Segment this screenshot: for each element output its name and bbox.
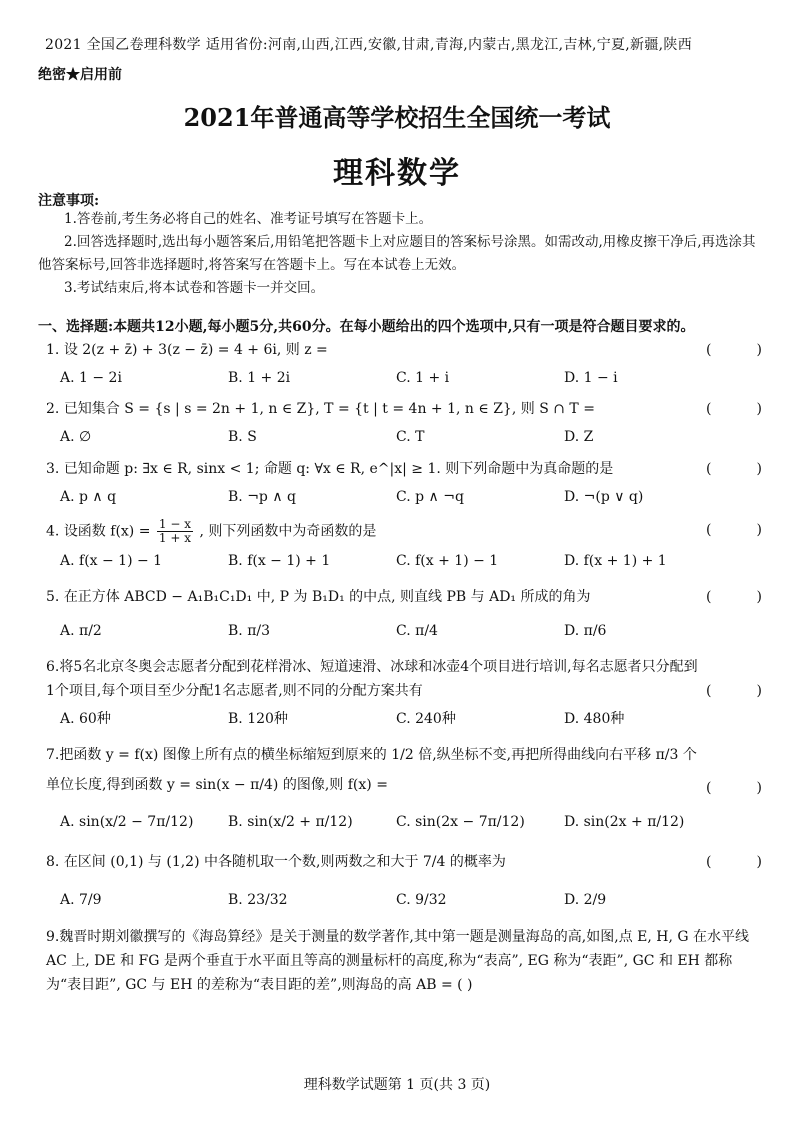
- answer-paren: ( ): [706, 683, 762, 699]
- question-number: 4.: [46, 523, 60, 540]
- answer-paren: ( ): [706, 589, 762, 605]
- question-number: 9.: [46, 929, 60, 945]
- option-b: B. ¬p ∧ q: [228, 489, 296, 505]
- option-d: D. π/6: [564, 623, 607, 639]
- question-9: [46, 925, 762, 997]
- option-a: A. ∅: [60, 429, 92, 445]
- answer-paren: ( ): [706, 854, 762, 870]
- answer-paren: ( ): [706, 342, 762, 358]
- question-number: 2.: [46, 401, 60, 417]
- question-stem: , 则下列函数中为奇函数的是: [199, 523, 377, 540]
- exam-title: 2021年普通高等学校招生全国统一考试: [183, 103, 611, 132]
- question-stem: 在正方体 ABCD − A₁B₁C₁D₁ 中, P 为 B₁D₁ 的中点, 则直线 PB 与 AD₁ 所成的角为: [63, 589, 591, 605]
- option-b: B. sin(x/2 + π/12): [228, 814, 353, 830]
- question-number: 5.: [46, 589, 60, 605]
- header-line: 2021 全国乙卷理科数学 适用省份:河南,山西,江西,安徽,甘肃,青海,内蒙古,黑龙江,吉林,宁夏,新疆,陕西: [45, 37, 692, 53]
- question-number: 6.: [46, 659, 60, 675]
- question-number: 7.: [46, 747, 60, 763]
- answer-paren: ( ): [706, 461, 762, 477]
- question-number: 8.: [46, 854, 60, 870]
- option-a: A. 1 − 2i: [60, 370, 122, 386]
- option-d: D. 2/9: [564, 892, 607, 908]
- option-d: D. ¬(p ∨ q): [564, 489, 644, 505]
- option-c: C. T: [396, 429, 425, 445]
- question-6: [46, 655, 762, 733]
- option-c: C. 1 + i: [396, 370, 450, 386]
- option-d: D. 1 − i: [564, 370, 618, 386]
- option-a: A. π/2: [60, 623, 102, 639]
- option-c: C. sin(2x − 7π/12): [396, 814, 525, 830]
- notice-heading: 注意事项:: [38, 193, 100, 209]
- option-d: D. 480种: [564, 711, 625, 727]
- option-b: B. 1 + 2i: [228, 370, 291, 386]
- question-2: [46, 397, 762, 451]
- option-a: A. p ∧ q: [60, 489, 117, 505]
- question-4: [46, 518, 762, 575]
- answer-paren: ( ): [706, 401, 762, 417]
- notice-list: [38, 208, 758, 300]
- question-7: [46, 740, 762, 836]
- option-d: D. sin(2x + π/12): [564, 814, 685, 830]
- question-stem: 已知命题 p: ∃x ∈ R, sinx < 1; 命题 q: ∀x ∈ R, e^|x| ≥ 1. 则下列命题中为真命题的是: [63, 461, 614, 477]
- option-a: A. sin(x/2 − 7π/12): [60, 814, 194, 830]
- answer-paren: ( ): [706, 780, 762, 796]
- option-b: B. π/3: [228, 623, 271, 639]
- page-footer: 理科数学试题第 1 页(共 3 页): [303, 1077, 491, 1093]
- notice-item: 3.考试结束后,将本试卷和答题卡一并交回。: [64, 280, 325, 296]
- option-c: C. p ∧ ¬q: [396, 489, 464, 505]
- question-3: [46, 457, 762, 511]
- question-stem: 设 2(z + z̄) + 3(z − z̄) = 4 + 6i, 则 z =: [63, 342, 328, 358]
- question-stem: 已知集合 S = {s | s = 2n + 1, n ∈ Z}, T = {t | t = 4n + 1, n ∈ Z}, 则 S ∩ T =: [63, 401, 595, 417]
- option-c: C. f(x + 1) − 1: [396, 553, 499, 569]
- option-b: B. 23/32: [228, 892, 288, 908]
- option-d: D. Z: [564, 429, 594, 445]
- option-b: B. 120种: [228, 711, 288, 727]
- subject-title: 理科数学: [333, 156, 461, 191]
- option-c: C. π/4: [396, 623, 438, 639]
- question-stem: 在区间 (0,1) 与 (1,2) 中各随机取一个数,则两数之和大于 7/4 的概率为: [63, 854, 506, 870]
- confidential-label: 绝密★启用前: [38, 67, 122, 83]
- notice-item: 1.答卷前,考生务必将自己的姓名、准考证号填写在答题卡上。: [64, 211, 433, 227]
- option-c: C. 9/32: [396, 892, 447, 908]
- question-stem: 设函数 f(x) =: [63, 523, 151, 540]
- section-heading: 一、选择题:本题共12小题,每小题5分,共60分。在每小题给出的四个选项中,只有一项是符合题目要求的。: [38, 319, 695, 335]
- question-number: 1.: [46, 342, 60, 358]
- notice-item: 2.回答选择题时,选出每小题答案后,用铅笔把答题卡上对应题目的答案标号涂黑。如需改动,用橡皮擦干净后,再选涂其他答案标号,回答非选择题时,将答案写在答题卡上。写在本试卷上无效。: [38, 234, 756, 273]
- question-8: [46, 850, 762, 914]
- question-1: [46, 338, 762, 392]
- answer-paren: ( ): [706, 522, 762, 538]
- question-5: [46, 585, 762, 645]
- option-a: A. 60种: [60, 711, 111, 727]
- question-stem: 把函数 y = f(x) 图像上所有点的横坐标缩短到原来的 1/2 倍,纵坐标不变,再把所得曲线向右平移 π/3 个单位长度,得到函数 y = sin(x − π/4) 的图像,则 f(x) =: [46, 747, 697, 793]
- option-a: A. 7/9: [60, 892, 102, 908]
- question-stem: 将5名北京冬奥会志愿者分配到花样滑冰、短道速滑、冰球和冰壶4个项目进行培训,每名志愿者只分配到1个项目,每个项目至少分配1名志愿者,则不同的分配方案共有: [46, 659, 698, 699]
- option-d: D. f(x + 1) + 1: [564, 553, 667, 569]
- option-b: B. S: [228, 429, 257, 445]
- fraction: $\frac{1 - x}{1 + x}$: [158, 517, 191, 545]
- question-number: 3.: [46, 461, 60, 477]
- question-stem: 魏晋时期刘徽撰写的《海岛算经》是关于测量的数学著作,其中第一题是测量海岛的高,如图,点 E, H, G 在水平线 AC 上, DE 和 FG 是两个垂直于水平面且等高的测量标杆的高度,称为“表高”, EG 称为“表距”, GC 和 EH 都称为“表目距”, GC 与 EH 的差称为“表目距的差”,则海岛的高 AB = ( ): [46, 929, 750, 993]
- option-c: C. 240种: [396, 711, 456, 727]
- option-a: A. f(x − 1) − 1: [60, 553, 163, 569]
- option-b: B. f(x − 1) + 1: [228, 553, 331, 569]
